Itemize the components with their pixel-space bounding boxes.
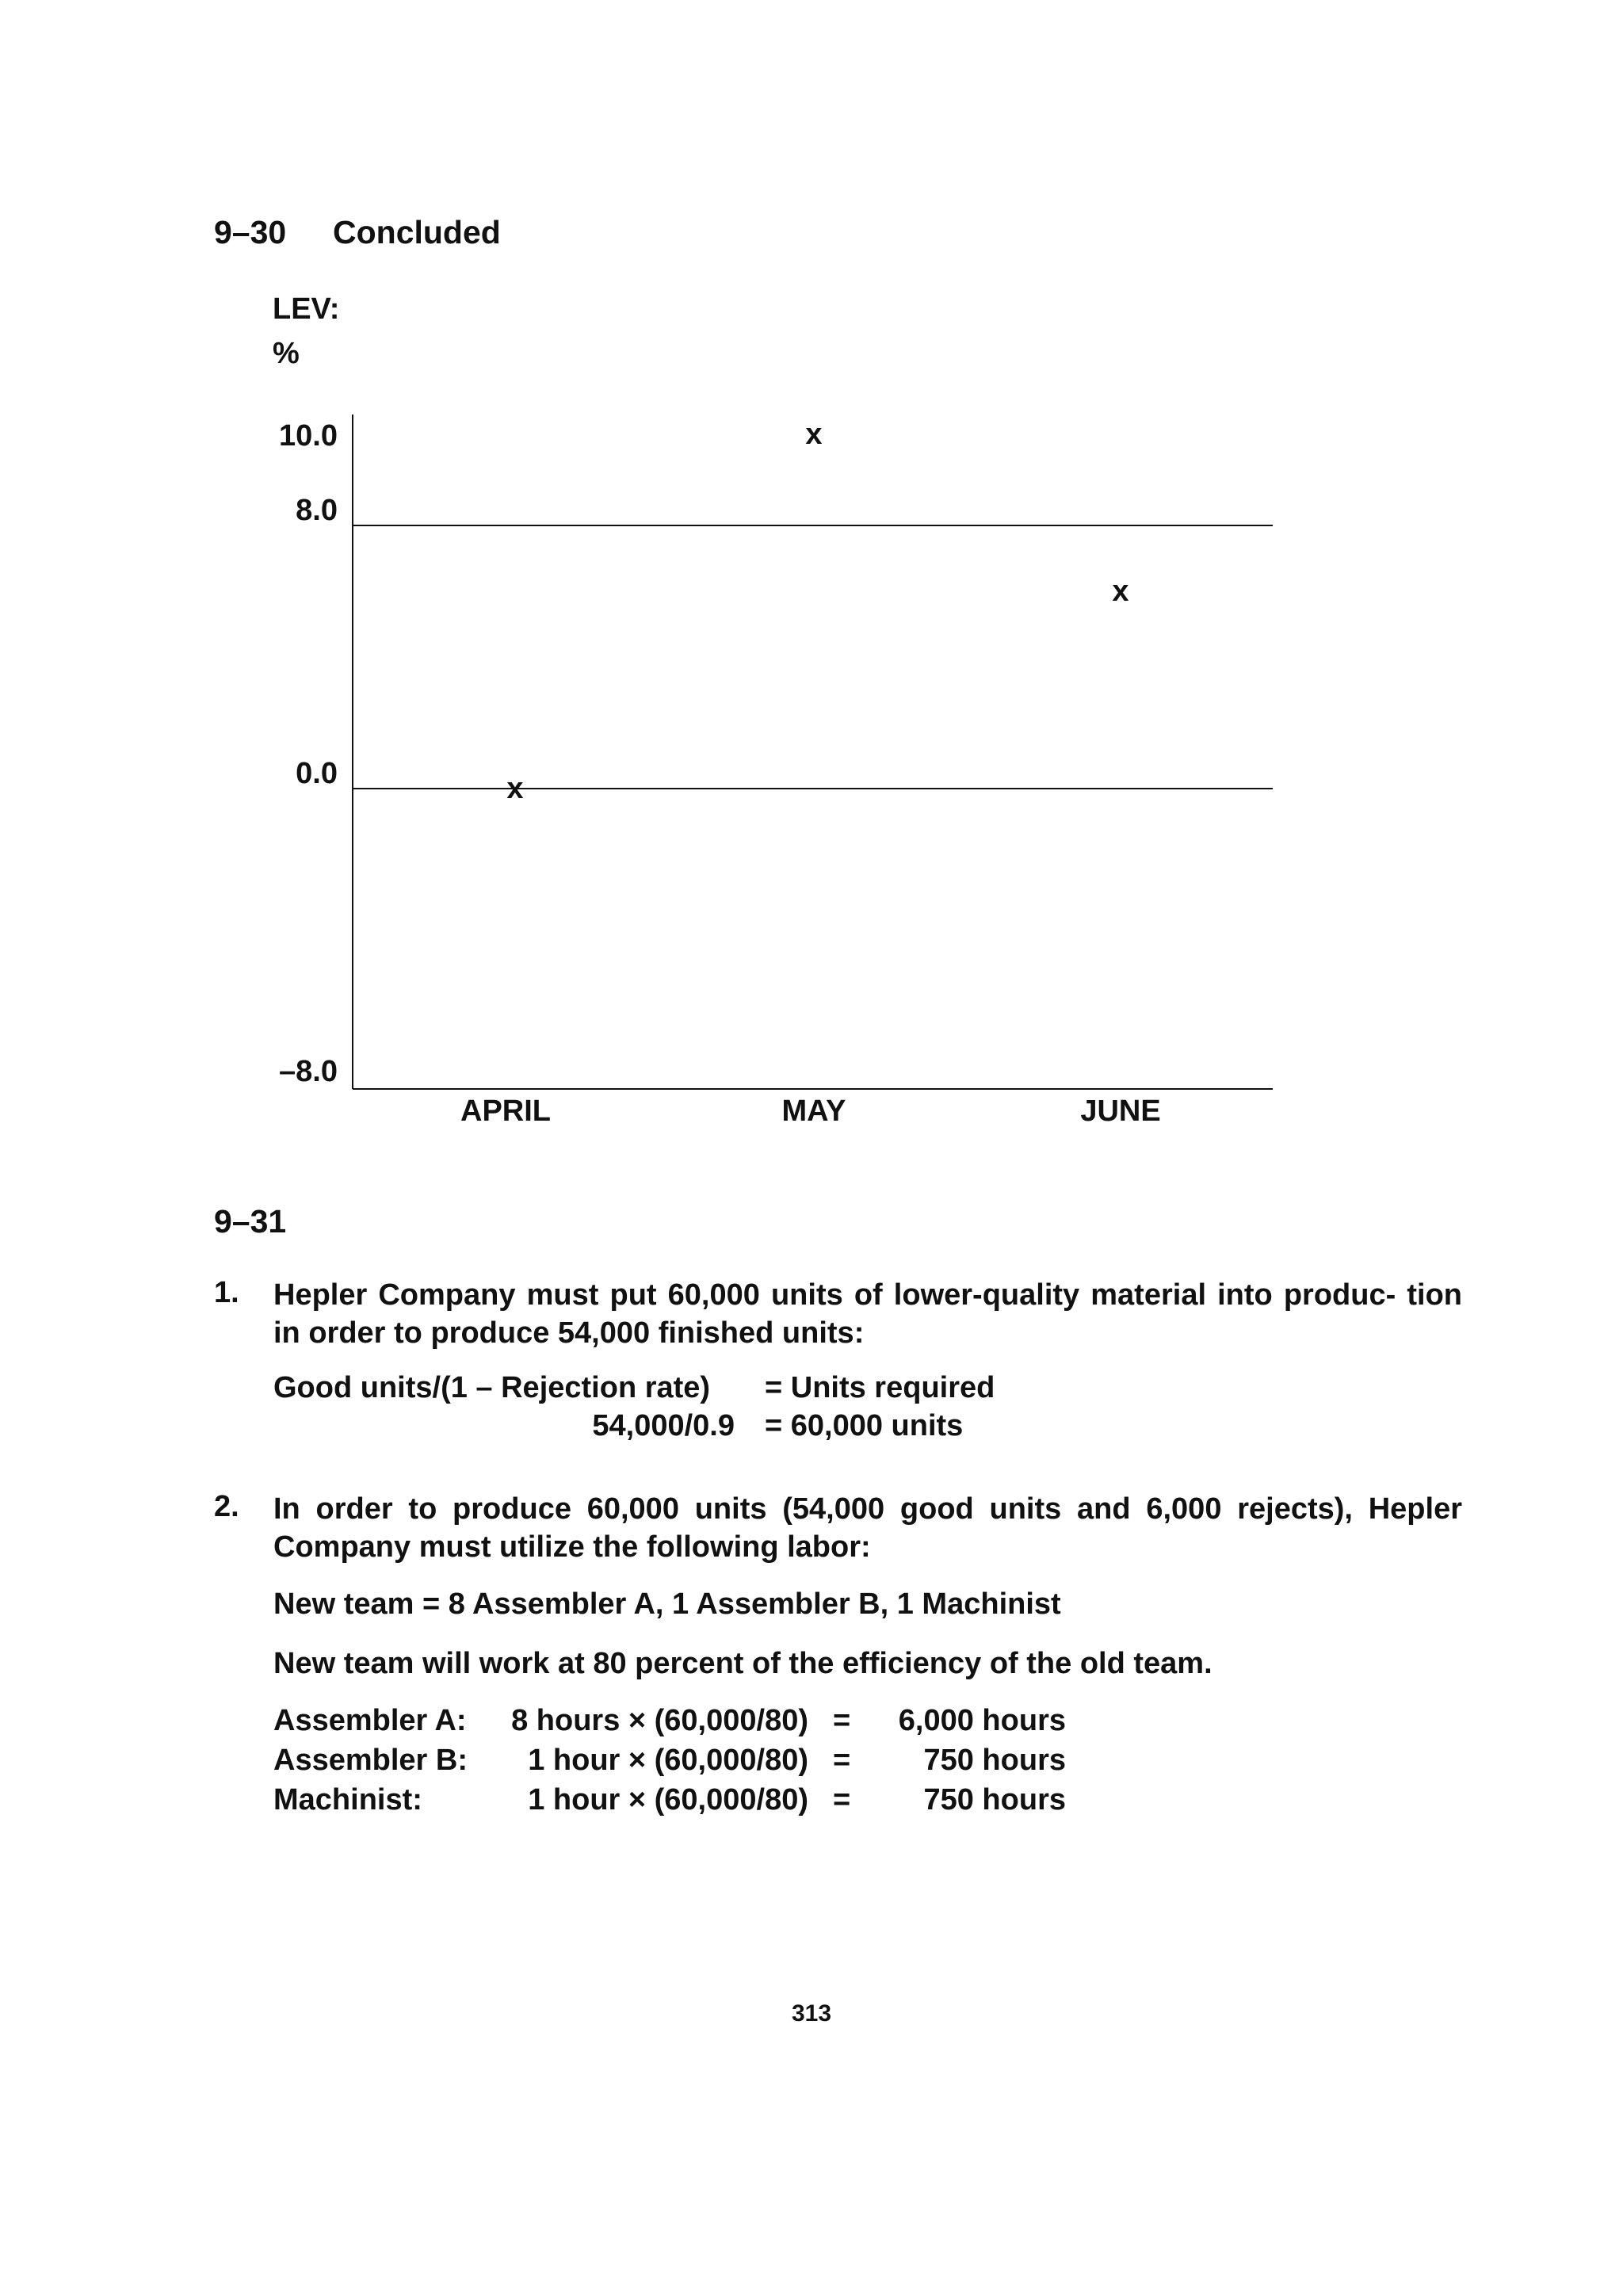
y-tick-label: 0.0: [296, 757, 338, 790]
efficiency-note: New team will work at 80 percent of the efficiency of the old team.: [273, 1647, 1212, 1680]
item-1-text: Hepler Company must put 60,000 units of lower-quality material into produc- tion in order to produce 54,000 finished units:: [273, 1278, 1462, 1350]
formula-row: [273, 1371, 1066, 1409]
y-tick-label: –8.0: [279, 1055, 338, 1088]
labor-equals: =: [833, 1783, 851, 1817]
data-point-april: x: [506, 772, 524, 805]
y-tick-label: 8.0: [296, 494, 338, 527]
labor-calc: 1 hour × (60,000/80): [528, 1744, 808, 1777]
labor-label: Assembler A:: [273, 1704, 467, 1737]
labor-equals: =: [833, 1744, 851, 1777]
formula-right: = Units required: [765, 1371, 995, 1404]
item-number-1: 1.: [214, 1276, 239, 1309]
formula-left: 54,000/0.9: [592, 1409, 735, 1442]
labor-label: Machinist:: [273, 1783, 422, 1817]
y-axis-label-line-1: LEV:: [273, 292, 340, 326]
labor-row: [273, 1704, 1145, 1742]
y-tick-label: 10.0: [279, 419, 338, 453]
labor-result: 750 hours: [923, 1783, 1066, 1817]
item-2-text: In order to produce 60,000 units (54,000 good units and 6,000 rejects), Hepler Company must utilize the following labor:: [273, 1492, 1462, 1564]
labor-result: 6,000 hours: [898, 1704, 1066, 1737]
page-number: 313: [791, 2000, 832, 2027]
section-title: Concluded: [333, 214, 501, 250]
x-tick-label: JUNE: [1080, 1095, 1161, 1128]
labor-equals: =: [833, 1704, 851, 1737]
item-number-2: 2.: [214, 1490, 239, 1523]
section-heading-9-31: 9–31: [214, 1203, 287, 1240]
labor-row: [273, 1744, 1145, 1782]
y-axis-label-line-2: %: [273, 337, 300, 370]
data-point-june: x: [1112, 575, 1129, 608]
formula-right: = 60,000 units: [765, 1409, 964, 1442]
team-composition: New team = 8 Assembler A, 1 Assembler B, 1 Machinist: [273, 1587, 1061, 1621]
labor-result: 750 hours: [923, 1744, 1066, 1777]
labor-calc: 1 hour × (60,000/80): [528, 1783, 808, 1817]
data-point-may: x: [805, 418, 823, 451]
labor-calc: 8 hours × (60,000/80): [511, 1704, 808, 1737]
x-tick-label: APRIL: [460, 1095, 551, 1128]
labor-row: [273, 1783, 1145, 1821]
section-number: 9–30: [214, 214, 287, 250]
formula-left: Good units/(1 – Rejection rate): [273, 1371, 711, 1404]
x-tick-label: MAY: [781, 1095, 846, 1128]
formula-row: [273, 1409, 1066, 1447]
labor-label: Assembler B:: [273, 1744, 468, 1777]
